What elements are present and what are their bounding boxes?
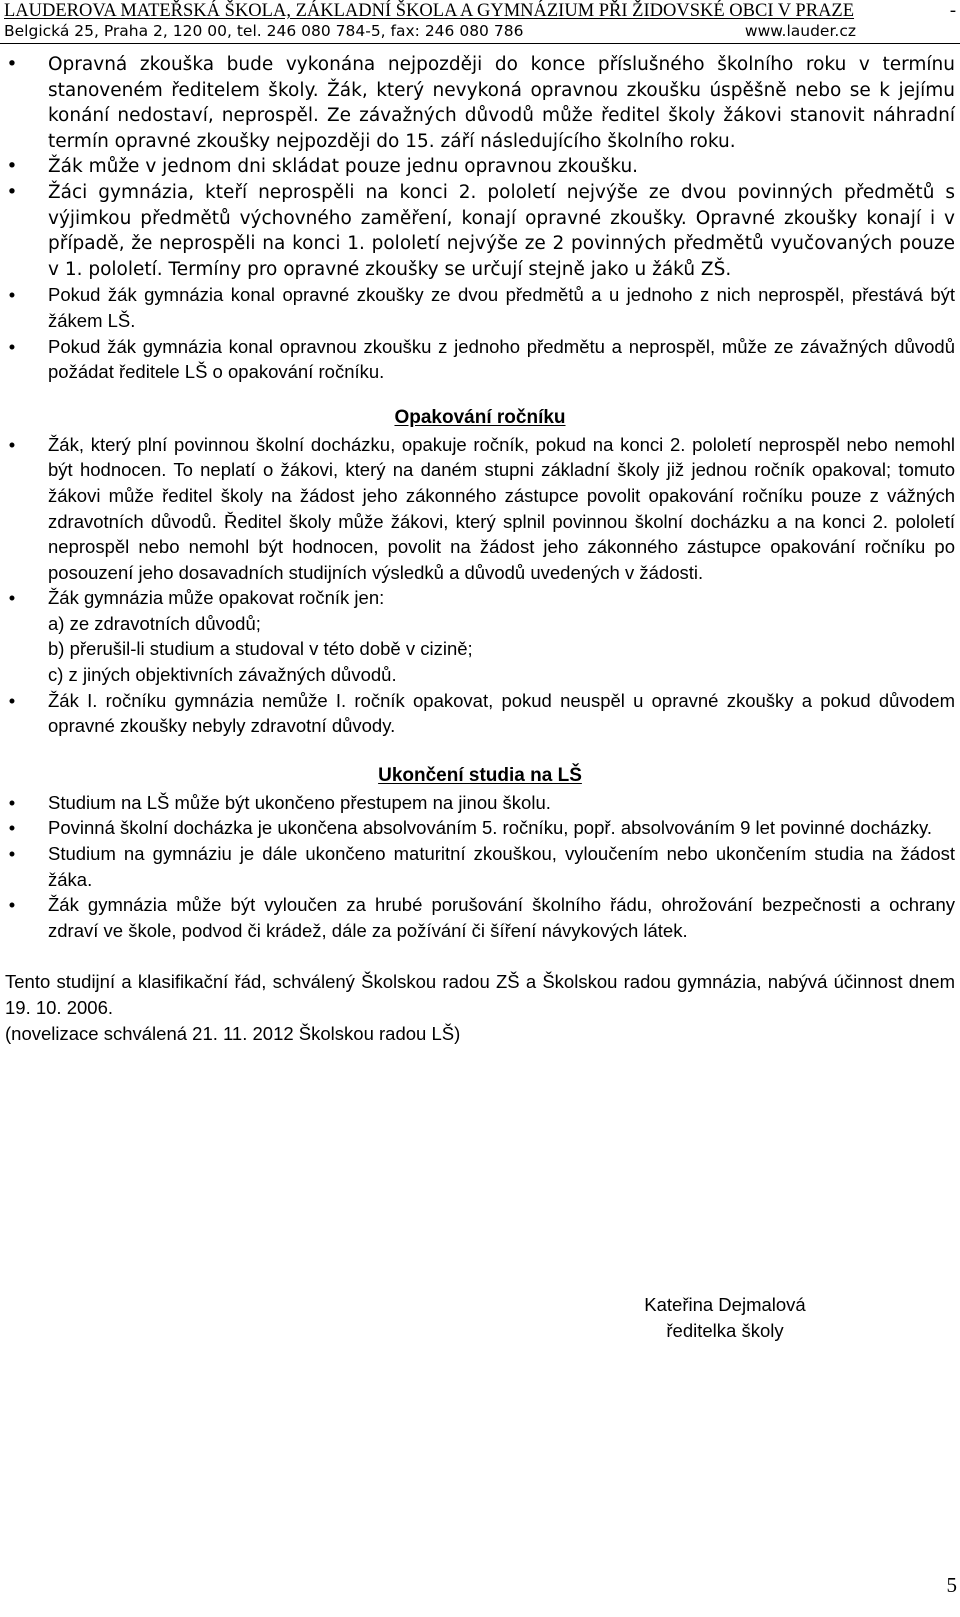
bullet-icon: • <box>8 335 16 357</box>
bullet-icon: • <box>8 587 16 609</box>
school-name: LAUDEROVA MATEŘSKÁ ŠKOLA, ZÁKLADNÍ ŠKOLA A GYMNÁZIUM PŘI ŽIDOVSKÉ OBCI V PRAZE <box>4 1 855 21</box>
list-item <box>0 790 960 816</box>
list-item-text: Žáci gymnázia, kteří neprospěli na konci 2. pololetí nejvýše ze dvou povinných předmětů s výjimkou předmětů výchovného zaměření, konají opravné zkoušky. Opravné zkoušky konají i v případě, že neprospěli na konci 1. pololetí nejvýše ze 2 povinných předmětů vyučovaných pouze v 1. pololetí. Termíny pro opravné zkoušky se určují stejně jako u žáků ZŠ. <box>48 181 955 280</box>
retake-exam-rules-list <box>0 52 960 385</box>
list-item <box>0 841 960 892</box>
closing-statement <box>0 969 960 1047</box>
page-header <box>0 0 960 42</box>
bullet-icon: • <box>8 894 16 916</box>
header-divider <box>0 43 960 44</box>
list-item <box>0 585 960 687</box>
effective-date-paragraph: Tento studijní a klasifikační řád, schválený Školskou radou ZŠ a Školskou radou gymnázia, nabývá účinnost dnem 19. 10. 2006. <box>5 971 955 1019</box>
signatory-title: ředitelka školy <box>666 1320 784 1341</box>
bullet-icon: • <box>8 689 16 711</box>
list-item-text: Žák, který plní povinnou školní docházku, opakuje ročník, pokud na konci 2. pololetí neprospěl nebo nemohl být hodnocen. To neplatí o žákovi, který na daném stupni základní školy již jednou ročník opakoval; tomuto žákovi může ředitel školy na žádost jeho zákonného zástupce povolit opakování ročníku pouze z vážných zdravotních důvodů. Ředitel školy může žákovi, který splnil povinnou školní docházku a na konci 2. pololetí neprospěl nebo nemohl být hodnocen, povolit na žádost jeho zákonného zástupce opakování ročníku po posouzení jeho dosavadních studijních výsledků a důvodů uvedených v žádosti. <box>48 433 955 583</box>
list-item <box>0 282 960 333</box>
bullet-icon: • <box>8 791 16 813</box>
amendment-note: (novelizace schválená 21. 11. 2012 Školskou radou LŠ) <box>5 1023 461 1045</box>
list-item <box>0 334 960 385</box>
list-item-text: Povinná školní docházka je ukončena absolvováním 5. ročníku, popř. absolvováním 9 let povinné docházky. <box>48 817 933 839</box>
signatory-name: Kateřina Dejmalová <box>644 1294 806 1315</box>
end-of-study-list <box>0 790 960 944</box>
header-dash: - <box>949 1 956 21</box>
header-line-2 <box>0 21 960 41</box>
signature-block <box>0 1292 960 1344</box>
bullet-icon: • <box>6 156 18 178</box>
bullet-icon: • <box>8 817 16 839</box>
list-item <box>0 815 960 841</box>
list-item-line: b) přerušil-li studium a studoval v této době v cizině; <box>48 638 473 660</box>
list-item <box>0 154 960 180</box>
section-heading-end-of-study: Ukončení studia na LŠ <box>378 764 582 786</box>
school-website: www.lauder.cz <box>744 22 856 40</box>
list-item-text: Pokud žák gymnázia konal opravné zkoušky ze dvou předmětů a u jednoho z nich neprospěl, přestává být žákem LŠ. <box>48 284 955 331</box>
list-item <box>0 180 960 282</box>
list-item-line: Žák gymnázia může opakovat ročník jen: <box>48 587 385 609</box>
list-item <box>0 432 960 586</box>
list-item-text: Pokud žák gymnázia konal opravnou zkoušku z jednoho předmětu a neprospěl, může ze závažných důvodů požádat ředitele LŠ o opakování ročníku. <box>48 335 955 383</box>
list-item-text: Studium na gymnáziu je dále ukončeno maturitní zkouškou, vyloučením nebo ukončením studia na žádost žáka. <box>48 843 955 890</box>
list-item-text: Studium na LŠ může být ukončeno přestupem na jinou školu. <box>48 791 551 813</box>
bullet-icon: • <box>8 433 16 455</box>
list-item-line: c) z jiných objektivních závažných důvodů. <box>48 664 397 686</box>
header-line-1 <box>0 0 960 22</box>
list-item-line: a) ze zdravotních důvodů; <box>48 612 261 634</box>
document-body <box>0 52 960 1047</box>
bullet-icon: • <box>8 284 16 306</box>
repeating-year-list <box>0 432 960 739</box>
list-item-text: Žák může v jednom dni skládat pouze jednu opravnou zkoušku. <box>48 156 639 178</box>
bullet-icon: • <box>6 181 18 203</box>
list-item-text: Žák gymnázia může být vyloučen za hrubé porušování školního řádu, ohrožování bezpečnosti a ochrany zdraví ve škole, podvod či krádež, dále za požívání či šíření návykových látek. <box>48 894 955 941</box>
section-heading-repeating-year: Opakování ročníku <box>394 406 566 428</box>
list-item <box>0 52 960 154</box>
school-address: Belgická 25, Praha 2, 120 00, tel. 246 080 784-5, fax: 246 080 786 <box>4 22 524 40</box>
list-item <box>0 892 960 943</box>
list-item <box>0 688 960 739</box>
bullet-icon: • <box>6 54 18 75</box>
bullet-icon: • <box>8 843 16 865</box>
page-number: 5 <box>946 1573 957 1597</box>
list-item-text: Žák I. ročníku gymnázia nemůže I. ročník opakovat, pokud neuspěl u opravné zkoušky a pokud důvodem opravné zkoušky nebyly zdravotní důvody. <box>48 689 955 737</box>
list-item-text: Opravná zkouška bude vykonána nejpozději do konce příslušného školního roku v termínu stanoveném ředitelem školy. Žák, který nevykoná opravnou zkoušku úspěšně nebo se k jejímu konání nedostaví, neprospěl. Ze závažných důvodů může ředitel školy žákovi stanovit náhradní termín opravné zkoušky nejpozději do 15. září následujícího školního roku. <box>48 54 955 152</box>
